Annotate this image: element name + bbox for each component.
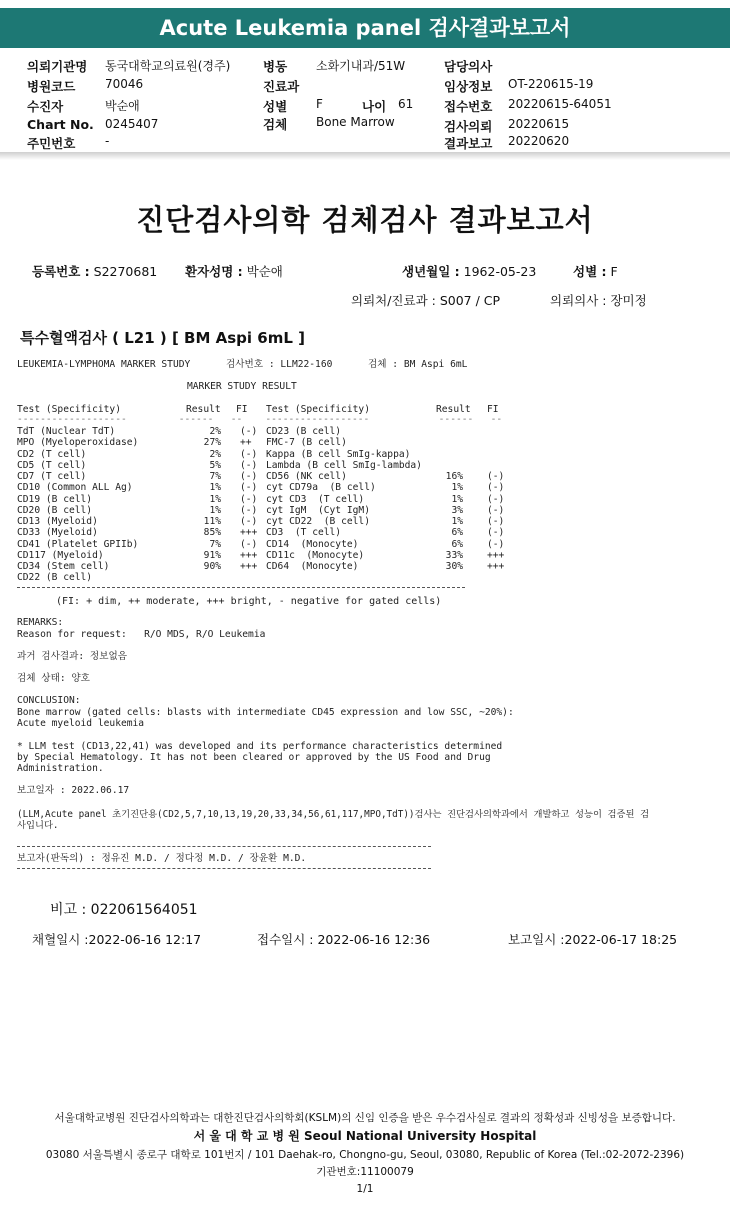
rrn-label: 주민번호 — [27, 136, 76, 151]
right-fi-cell: (-) — [487, 471, 505, 482]
ward-value: 소화기내과/51W — [316, 59, 406, 73]
exam-title: 특수혈액검사 ( L21 ) [ BM Aspi 6mL ] — [20, 329, 305, 347]
requesting-department — [351, 291, 500, 309]
specimen-label: 검체 — [263, 117, 288, 132]
reporters: 보고자(판독의) : 정유진 M.D. / 정다정 M.D. / 장윤환 M.D. — [17, 853, 307, 864]
age-value: 61 — [398, 97, 414, 111]
col-test-right: Test (Specificity) — [266, 404, 370, 415]
col-fi-left: FI — [236, 404, 248, 415]
llm-note-2: by Special Hematology. It has not been cleared or approved by the US Food and Drug — [17, 752, 491, 763]
right-result-cell: 1% — [451, 482, 463, 494]
birth-date-label: 생년월일 : — [402, 264, 460, 279]
left-result-cell: 90% — [203, 561, 221, 572]
chart-value: 0245407 — [105, 117, 159, 131]
specimen-value: Bone Marrow — [316, 115, 395, 129]
registration-label: 등록번호 : — [32, 264, 90, 279]
receipt-label: 접수번호 — [444, 99, 493, 114]
remarks-label: REMARKS: — [17, 617, 64, 628]
left-result-cell: 2% — [209, 426, 221, 437]
request-label: 검사의뢰 — [444, 119, 493, 134]
right-result-cell: 30% — [445, 561, 463, 572]
left-fi-cell: (-) — [240, 516, 258, 527]
left-test-cell: CD33 (Myeloid) — [17, 527, 98, 539]
right-test-cell: cyt CD3 (T cell) — [266, 493, 365, 505]
left-fi-cell: (-) — [240, 493, 258, 505]
requesting-doctor — [550, 291, 647, 309]
left-fi-cell: +++ — [240, 527, 258, 539]
left-fi-cell: (-) — [240, 538, 258, 550]
sex-label: 성별 — [263, 99, 288, 114]
doctor-label: 담당의사 — [444, 59, 493, 74]
left-result-cell: 85% — [203, 527, 221, 539]
reason-for-request: Reason for request: R/O MDS, R/O Leukemia — [17, 629, 266, 640]
left-result-cell: 7% — [209, 471, 221, 482]
right-result-cell: 1% — [451, 516, 463, 527]
dept-label: 진료과 — [263, 79, 300, 94]
left-test-cell: TdT (Nuclear TdT) — [17, 426, 116, 437]
receipt-value: 20220615-64051 — [508, 97, 612, 111]
panel-note-1: (LLM,Acute panel 초기진단용(CD2,5,7,10,13,19,20,33,34,56,61,117,MPO,TdT))검사는 진단검사의학과에서 개발하고 성능이 검증된 검 — [17, 809, 650, 820]
chart-label: Chart No. — [27, 117, 94, 132]
report-time: 보고일시 :2022-06-17 18:25 — [508, 932, 678, 947]
right-test-cell: CD14 (Monocyte) — [266, 538, 359, 550]
requesting-department-label: 의뢰처/진료과 : — [351, 293, 436, 308]
birth-date-value: 1962-05-23 — [463, 264, 537, 279]
ward-label: 병동 — [263, 59, 288, 74]
right-result-cell: 33% — [445, 549, 463, 561]
right-result-cell: 6% — [451, 538, 463, 550]
left-test-cell: CD22 (B cell) — [17, 572, 93, 584]
right-test-cell: cyt CD22 (B cell) — [266, 516, 370, 527]
col-test-left: Test (Specificity) — [17, 404, 121, 415]
request-header — [0, 52, 730, 156]
receipt-time: 접수일시 : 2022-06-16 12:36 — [257, 932, 431, 947]
left-fi-cell: (-) — [240, 459, 258, 471]
left-test-cell: CD20 (B cell) — [17, 504, 93, 516]
right-result-cell: 6% — [451, 527, 463, 539]
reporters-divider-bottom — [17, 868, 431, 869]
recipient-value: 박순애 — [105, 99, 140, 113]
left-result-cell: 1% — [209, 482, 221, 494]
conclusion-line-2: Acute myeloid leukemia — [17, 718, 145, 729]
specimen-state: 검체 상태: 양호 — [17, 673, 90, 684]
patient-sex-label: 성별 : — [573, 264, 607, 279]
left-result-cell: 7% — [209, 538, 221, 550]
left-result-cell: 1% — [209, 504, 221, 516]
panel-note-2: 사입니다. — [17, 820, 59, 831]
col-fi-right: FI — [487, 404, 499, 415]
right-result-cell: 3% — [451, 504, 463, 516]
study-specimen: 검체 : BM Aspi 6mL — [368, 359, 468, 370]
left-test-cell: CD10 (Common ALL Ag) — [17, 482, 133, 494]
request-value: 20220615 — [508, 117, 570, 131]
reporters-divider-top — [17, 846, 431, 847]
result-heading: MARKER STUDY RESULT — [187, 381, 297, 392]
age-label: 나이 — [362, 99, 387, 114]
requesting-department-value: S007 / CP — [439, 293, 501, 308]
left-test-cell: MPO (Myeloperoxidase) — [17, 437, 139, 449]
left-result-cell: 5% — [209, 459, 221, 471]
sex-value: F — [316, 97, 323, 111]
page-title: 진단검사의학 검체검사 결과보고서 — [136, 203, 594, 237]
col-result-left: Result — [186, 404, 221, 415]
collection-time: 채혈일시 :2022-06-16 12:17 — [32, 932, 202, 947]
hospital-address: 03080 서울특별시 종로구 대학로 101번지 / 101 Daehak-ro, Chongno-gu, Seoul, 03080, Republic of Korea (Tel.:02-2072-2396) — [45, 1149, 685, 1161]
patient-name — [185, 262, 283, 280]
requesting-doctor-label: 의뢰의사 : — [550, 293, 607, 308]
right-test-cell: FMC-7 (B cell) — [266, 437, 347, 449]
institution-number: 기관번호:11100079 — [316, 1166, 414, 1178]
requesting-doctor-value: 장미정 — [610, 293, 647, 308]
right-test-cell: CD3 (T cell) — [266, 527, 342, 539]
clinical-label: 임상정보 — [444, 79, 493, 94]
birth-date — [402, 262, 536, 280]
right-test-cell: CD56 (NK cell) — [266, 471, 347, 482]
llm-note-3: Administration. — [17, 763, 104, 774]
header-divider — [0, 152, 730, 160]
left-result-cell: 2% — [209, 448, 221, 460]
recipient-label: 수진자 — [27, 99, 64, 114]
registration-value: S2270681 — [93, 264, 158, 279]
left-test-cell: CD5 (T cell) — [17, 459, 87, 471]
right-test-cell: Kappa (B cell SmIg-kappa) — [266, 448, 411, 460]
column-underline: ------------------- ------ -- ------------------ ------ -- — [17, 414, 503, 425]
remark-number: 비고 : 022061564051 — [50, 902, 198, 918]
conclusion-line-1: Bone marrow (gated cells: blasts with intermediate CD45 expression and low SSC, ~20%): — [17, 707, 514, 718]
patient-name-label: 환자성명 : — [185, 264, 243, 279]
hospital-code-value: 70046 — [105, 77, 144, 91]
right-test-cell: CD23 (B cell) — [266, 426, 342, 437]
left-fi-cell: (-) — [240, 471, 258, 482]
right-fi-cell: (-) — [487, 482, 505, 494]
left-test-cell: CD19 (B cell) — [17, 493, 93, 505]
left-result-cell: 27% — [203, 437, 221, 449]
right-test-cell: CD64 (Monocyte) — [266, 561, 359, 572]
llm-note-1: * LLM test (CD13,22,41) was developed and its performance characteristics determined — [17, 741, 503, 752]
study-heading: LEUKEMIA-LYMPHOMA MARKER STUDY — [17, 359, 191, 370]
left-result-cell: 1% — [209, 493, 221, 505]
table-divider — [17, 587, 465, 588]
conclusion-label: CONCLUSION: — [17, 695, 81, 706]
patient-name-value: 박순애 — [246, 264, 283, 279]
left-test-cell: CD34 (Stem cell) — [17, 561, 110, 572]
right-fi-cell: +++ — [487, 549, 505, 561]
left-test-cell: CD117 (Myeloid) — [17, 549, 104, 561]
left-fi-cell: +++ — [240, 549, 258, 561]
report-value: 20220620 — [508, 134, 570, 148]
report-date: 보고일자 : 2022.06.17 — [17, 785, 130, 796]
col-result-right: Result — [436, 404, 471, 415]
certification-statement: 서울대학교병원 진단검사의학과는 대한진단검사의학회(KSLM)의 신임 인증을 받은 우수검사실로 결과의 정확성과 신빙성을 보증합니다. — [54, 1112, 676, 1124]
right-fi-cell: (-) — [487, 504, 505, 516]
left-test-cell: CD7 (T cell) — [17, 471, 87, 482]
page-number: 1/1 — [356, 1183, 374, 1195]
report-banner: Acute Leukemia panel 검사결과보고서 — [0, 8, 730, 48]
patient-sex — [573, 262, 618, 280]
exam-number: 검사번호 : LLM22-160 — [226, 359, 333, 370]
rrn-value: - — [105, 134, 110, 148]
right-fi-cell: (-) — [487, 527, 505, 539]
right-fi-cell: (-) — [487, 493, 505, 505]
patient-sex-value: F — [610, 264, 618, 279]
right-test-cell: cyt CD79a (B cell) — [266, 482, 376, 494]
right-fi-cell: +++ — [487, 561, 505, 572]
fi-legend: (FI: + dim, ++ moderate, +++ bright, - negative for gated cells) — [56, 596, 442, 607]
left-fi-cell: (-) — [240, 426, 258, 437]
right-test-cell: CD11c (Monocyte) — [266, 549, 365, 561]
right-result-cell: 16% — [445, 471, 463, 482]
right-test-cell: cyt IgM (Cyt IgM) — [266, 504, 370, 516]
left-test-cell: CD41 (Platelet GPIIb) — [17, 538, 139, 550]
hospital-code-label: 병원코드 — [27, 79, 76, 94]
left-fi-cell: ++ — [240, 437, 252, 449]
right-fi-cell: (-) — [487, 516, 505, 527]
right-fi-cell: (-) — [487, 538, 505, 550]
left-test-cell: CD13 (Myeloid) — [17, 516, 98, 527]
institution-value: 동국대학교의료원(경주) — [105, 59, 231, 73]
right-test-cell: Lambda (B cell SmIg-lambda) — [266, 459, 422, 471]
registration-number — [32, 262, 157, 280]
hospital-name: 서 울 대 학 교 병 원 Seoul National University Hospital — [193, 1129, 537, 1143]
left-result-cell: 91% — [203, 549, 221, 561]
right-result-cell: 1% — [451, 493, 463, 505]
left-fi-cell: (-) — [240, 504, 258, 516]
left-fi-cell: (-) — [240, 482, 258, 494]
left-fi-cell: (-) — [240, 448, 258, 460]
past-result: 과거 검사결과: 정보없음 — [17, 651, 128, 662]
left-fi-cell: +++ — [240, 561, 258, 572]
report-label: 결과보고 — [444, 136, 493, 151]
clinical-value: OT-220615-19 — [508, 77, 594, 91]
institution-label: 의뢰기관명 — [27, 59, 88, 74]
left-result-cell: 11% — [203, 516, 221, 527]
left-test-cell: CD2 (T cell) — [17, 448, 87, 460]
